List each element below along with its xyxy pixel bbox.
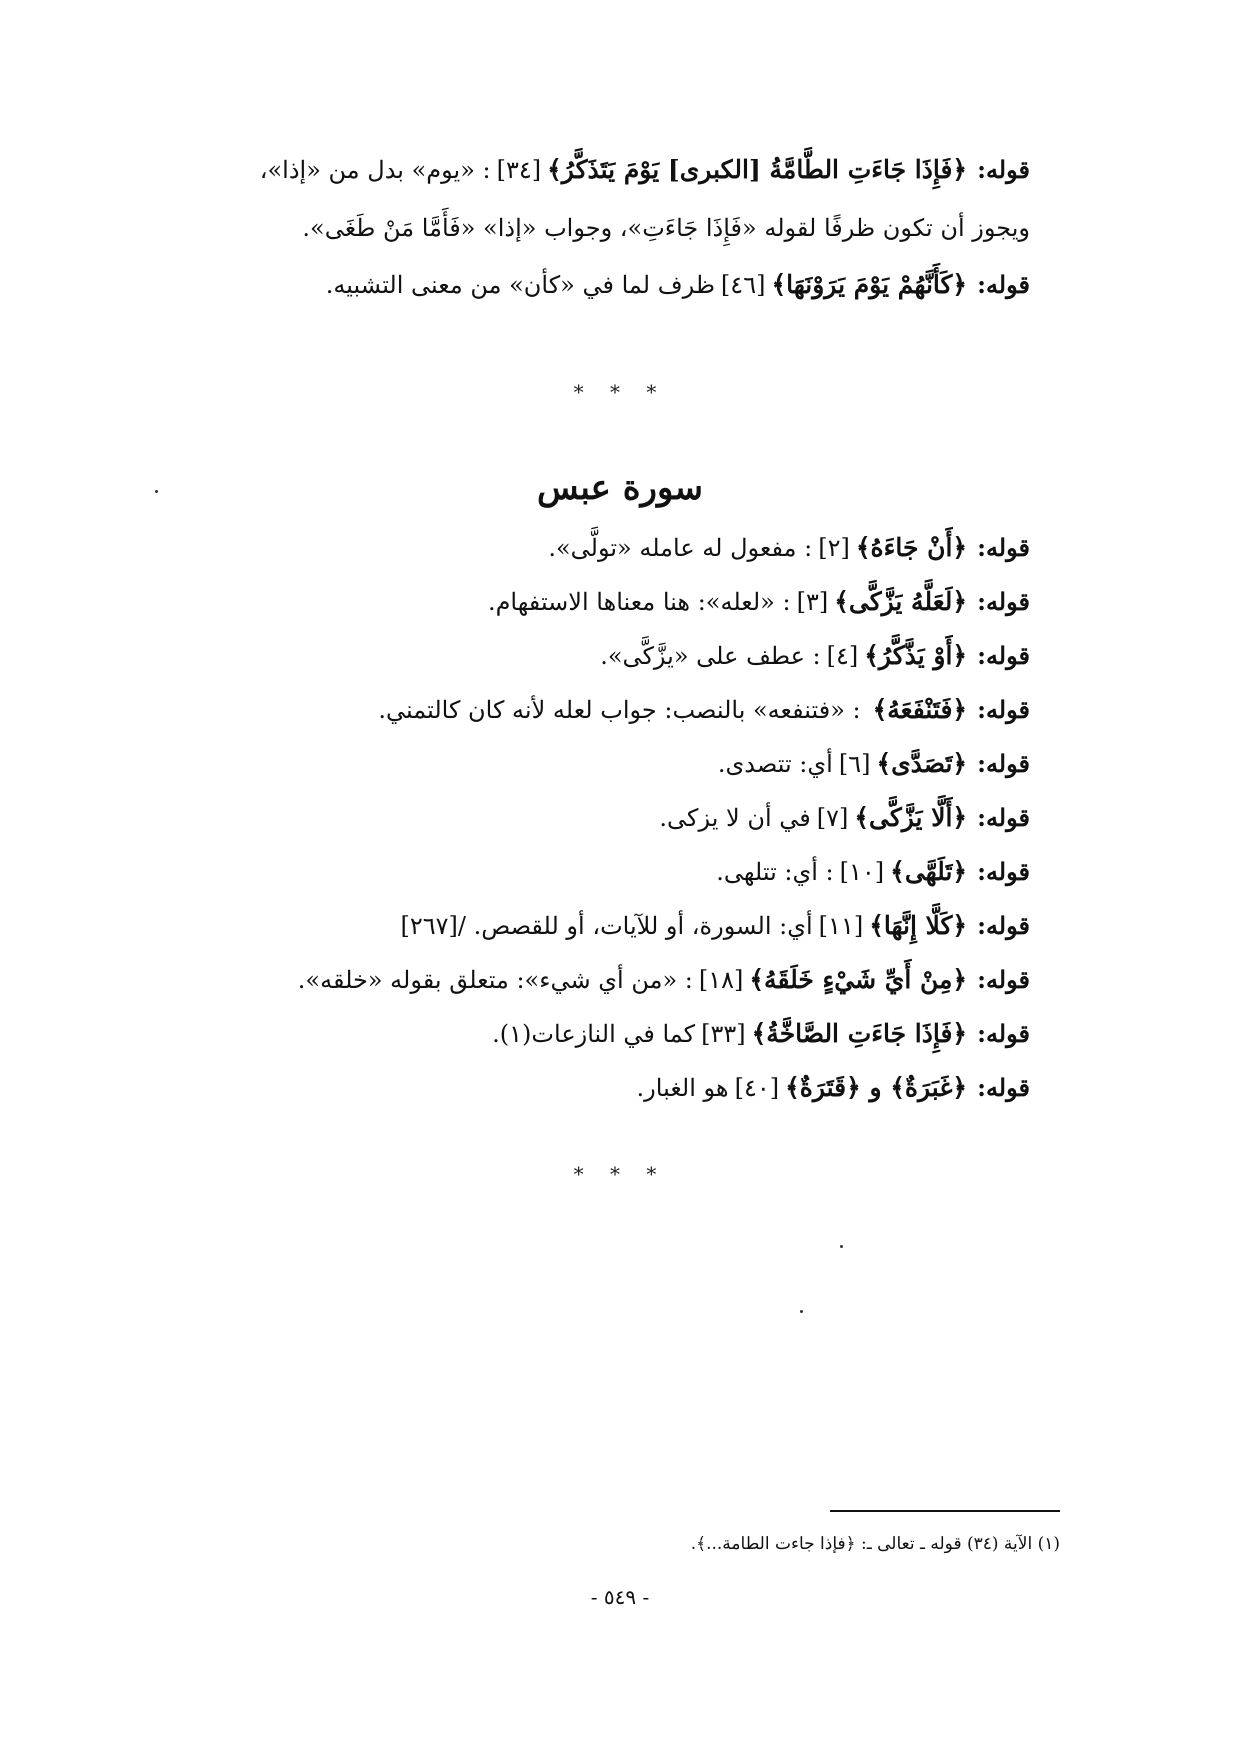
section-separator: * * * (573, 380, 667, 404)
ayah-quote: ﴿فَإِذَا جَاءَتِ الطَّامَّةُ [الكبرى] يَوْمَ يَتَذَكَّرُ﴾ (547, 155, 968, 184)
qawl-label: قوله: (977, 270, 1030, 299)
text-line-1 (260, 150, 1030, 190)
qawl-label: قوله: (977, 911, 1030, 940)
qawl-label: قوله: (977, 1073, 1030, 1102)
commentary-text: : «يوم» بدل من «إذا»، (259, 156, 491, 184)
qawl-label: قوله: (977, 965, 1030, 994)
qawl-label: قوله: (977, 641, 1030, 670)
text-line-7 (378, 690, 1030, 730)
commentary-text: : «من أي شيء»: متعلق بقوله «خلقه». (297, 966, 693, 994)
ayah-quote: ﴿لَعَلَّهُ يَزَّكَّى﴾ (834, 587, 968, 616)
text-line-2 (302, 208, 1030, 248)
ayah-number: [٤] (826, 642, 859, 670)
section-separator: * * * (573, 1162, 667, 1186)
ayah-number: [٤٠] (734, 1074, 780, 1102)
ayah-quote: ﴿تَصَدَّى﴾ (876, 749, 968, 778)
footnote-rule (830, 1510, 1060, 1512)
ayah-number: [١٨] (698, 966, 744, 994)
ayah-number: [٣٤] (496, 156, 542, 184)
text-line-13 (492, 1014, 1030, 1054)
text-line-3 (326, 265, 1030, 305)
text-line-8 (718, 744, 1030, 784)
ayah-quote: ﴿تَلَهَّى﴾ (890, 857, 968, 886)
text-line-4 (548, 528, 1030, 568)
ayah-quote: ﴿مِنْ أَيِّ شَيْءٍ خَلَقَهُ﴾ (749, 965, 968, 994)
ayah-number: [٢] (818, 534, 850, 562)
scan-speck (800, 1310, 803, 1313)
ayah-number: [٤٦] (720, 271, 766, 299)
qawl-label: قوله: (977, 155, 1030, 184)
text-line-12 (298, 960, 1030, 1000)
ayah-number: [٦] (838, 750, 871, 778)
ayah-quote: ﴿غَبَرَةٌ﴾ و ﴿قَتَرَةٌ﴾ (785, 1073, 968, 1102)
ayah-quote: ﴿أَنْ جَاءَهُ﴾ (855, 533, 968, 562)
ayah-quote: ﴿أَلَّا يَزَّكَّى﴾ (854, 803, 968, 832)
ayah-quote: ﴿أَوْ يَذَّكَّرُ﴾ (864, 641, 968, 670)
qawl-label: قوله: (977, 1019, 1030, 1048)
ayah-number: [٣٣] (701, 1020, 746, 1048)
qawl-label: قوله: (977, 857, 1030, 886)
commentary-text: : مفعول له عامله «تولَّى». (548, 534, 813, 562)
ayah-number: [١٠] (839, 858, 885, 886)
qawl-label: قوله: (977, 803, 1030, 832)
ayah-number: [١١] (818, 912, 864, 940)
footnote: (١) الآية (٣٤) قوله ـ تعالى ـ: ﴿فإذا جاءت الطامة...﴾. (690, 1534, 1060, 1554)
commentary-text: ظرف لما في «كأن» من معنى التشبيه. (325, 271, 715, 299)
ayah-quote: ﴿فَإِذَا جَاءَتِ الصَّاخَّةُ﴾ (751, 1019, 968, 1048)
commentary-text: أي: السورة، أو للآيات، أو للقصص. /[٢٦٧] (400, 912, 813, 940)
qawl-label: قوله: (977, 695, 1030, 724)
scan-speck (840, 1245, 843, 1248)
text-line-14 (637, 1068, 1030, 1108)
commentary-text: : أي: تتلهى. (716, 858, 834, 886)
commentary-text: أي: تتصدى. (717, 750, 833, 778)
commentary-text: هو الغبار. (636, 1074, 729, 1102)
commentary-text: : «فتنفعه» بالنصب: جواب لعله لأنه كان كالتمني. (378, 696, 861, 724)
text-line-11 (400, 906, 1030, 946)
ayah-number: [٧] (816, 804, 849, 832)
ayah-quote: ﴿فَتَنْفَعَهُ﴾ (872, 695, 968, 724)
qawl-label: قوله: (977, 749, 1030, 778)
ayah-quote: ﴿كَلَّا إِنَّهَا﴾ (869, 911, 968, 940)
ayah-quote: ﴿كَأَنَّهُمْ يَوْمَ يَرَوْنَهَا﴾ (771, 270, 968, 299)
page-number: - ٥٤٩ - (590, 1585, 650, 1609)
scan-speck (155, 490, 158, 493)
qawl-label: قوله: (977, 533, 1030, 562)
commentary-text: : عطف على «يزَّكَّى». (600, 642, 821, 670)
ayah-number: [٣] (796, 588, 829, 616)
text-line-5 (488, 582, 1030, 622)
surah-title: سورة عبس (536, 468, 703, 508)
text-line-10 (716, 852, 1030, 892)
commentary-text: في أن لا يزكى. (659, 804, 811, 832)
qawl-label: قوله: (977, 587, 1030, 616)
commentary-text: ويجوز أن تكون ظرفًا لقوله «فَإِذَا جَاءَتِ»، وجواب «إذا» «فَأَمَّا مَنْ طَغَى». (302, 214, 1030, 242)
text-line-9 (659, 798, 1030, 838)
text-line-6 (600, 636, 1030, 676)
commentary-text: كما في النازعات(١). (492, 1020, 696, 1048)
commentary-text: : «لعله»: هنا معناها الاستفهام. (487, 588, 791, 616)
